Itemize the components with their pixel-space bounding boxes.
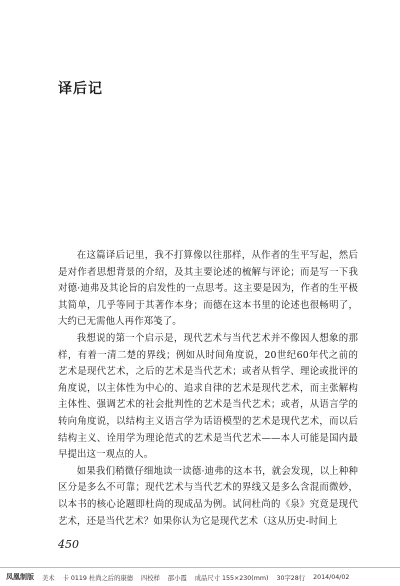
paragraph: 我想说的第一个启示是，现代艺术与当代艺术并不像因人想象的那样，有着一清二楚的界线；例如从时间角度说，20世纪60年代之前的艺术是现代艺术，之后的艺术是当代艺术；或者从哲学、理论或批评的角度说，以主体性为中心的、追求自律的艺术是现代艺术，而主张解构主体性、强调艺术的社会批判性的艺术是当代艺术；或者，从语言学的转向角度说，以结构主义语言学为话语模型的艺术是现代艺术，而以后结构主义、诠用学为理论范式的艺术是当代艺术——本人可能是国内最早提出这一观点的人。: [58, 332, 358, 461]
paragraph: 在这篇译后记里，我不打算像以往那样，从作者的生平写起，然后是对作者思想背景的介绍，及其主要论述的梳解与评论；而是写一下我对德·迪弗及其论旨的启发性的一点思考。这主要是因为，作者的生平极其简单，几乎等同于其著作本身；而德在这本书里的论述也很畅明了，大约已无需他人再作郑笺了。: [58, 250, 358, 328]
body-text: [58, 248, 358, 530]
footer-item: 成品尺寸 155×230(mm): [194, 574, 269, 582]
footer-item: 卡 0119 杜尚之后的康德: [62, 574, 133, 582]
footer-item: 30字28行: [276, 574, 306, 582]
footer-item: 四校样: [141, 574, 160, 582]
page-number: 450: [58, 538, 79, 551]
footer-item: 2014/04/02: [313, 573, 350, 581]
print-footer: [0, 567, 400, 586]
paragraph: 如果我们稍微仔细地读一读德·迪弗的这本书，就会发现，以上种种区分是多么不可靠；现代艺术与当代艺术的界线又是多么含混而微妙，以本书的核心论题即杜尚的现成品为例。试问杜尚的《泉》究竟是现代艺术，还是当代艺术？如果你认为它是现代艺术（这从历史-时间上: [58, 465, 358, 527]
page-title: 译后记: [58, 81, 103, 97]
footer-brand: 凤凰制版: [6, 573, 34, 581]
footer-item: 邵小霞: [167, 574, 187, 582]
footer-item: 美术: [42, 574, 55, 582]
